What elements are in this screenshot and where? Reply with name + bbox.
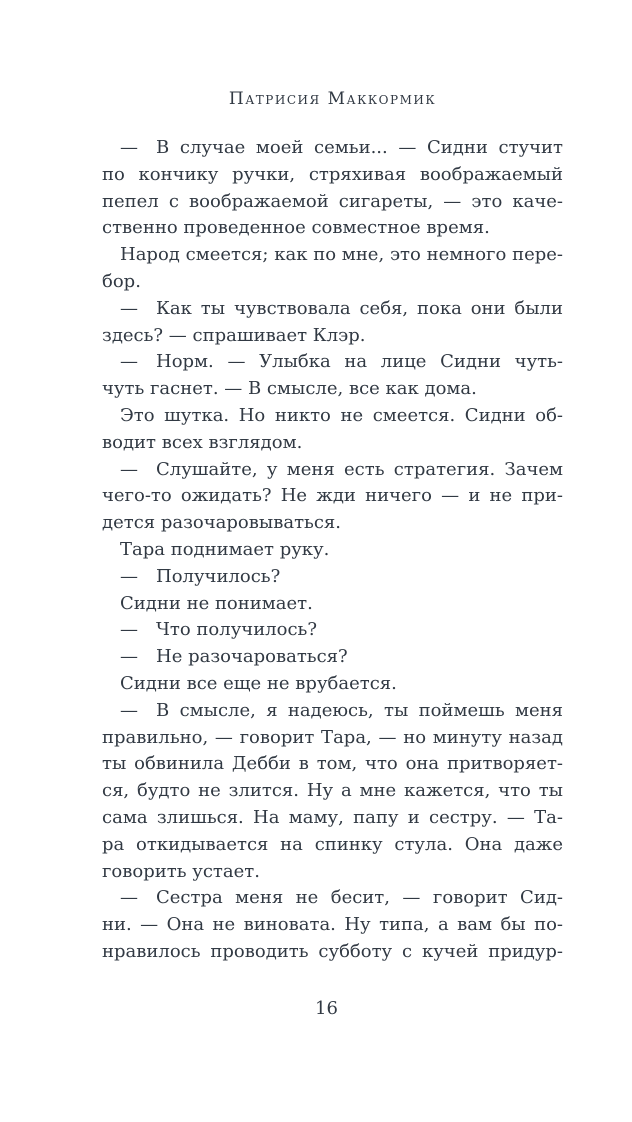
text-line: чего-то ожидать? Не жди ничего — и не при- (102, 485, 563, 507)
text-line: Сидни не понимает. (120, 592, 313, 614)
paragraph (102, 591, 563, 618)
text-line: — Сестра меня не бесит, — говорит Сид- (120, 887, 563, 909)
text-line: ся, будто не злится. Ну а мне кажется, что ты (102, 780, 563, 802)
paragraph (102, 349, 563, 403)
paragraph (102, 403, 563, 457)
text-line: — Что получилось? (120, 619, 317, 641)
paragraph (102, 644, 563, 671)
paragraph (102, 457, 563, 537)
text-line: Народ смеется; как по мне, это немного пере- (120, 244, 563, 266)
running-header: Патрисия Маккормик (228, 89, 437, 109)
text-line: чуть гаснет. — В смысле, все как дома. (102, 378, 477, 400)
paragraph (102, 242, 563, 296)
text-line: Сидни все еще не врубается. (120, 672, 397, 694)
text-line: — Слушайте, у меня есть стратегия. Зачем (120, 458, 563, 480)
paragraph (102, 537, 563, 564)
paragraph (102, 671, 563, 698)
text-line: ра откидывается на спинку стула. Она даже (102, 833, 563, 855)
text-line: — В случае моей семьи... — Сидни стучит (120, 137, 563, 158)
paragraph (102, 135, 563, 242)
paragraph (102, 296, 563, 350)
text-line: — Получилось? (120, 565, 281, 587)
text-line: — Норм. — Улыбка на лице Сидни чуть- (120, 351, 563, 373)
text-line: Тара поднимает руку. (120, 538, 330, 560)
text-line: — Не разочароваться? (120, 646, 348, 668)
text-line: пепел с воображаемой сигареты, — это каче- (102, 190, 563, 212)
text-line: ственно проведенное совместное время. (102, 217, 490, 239)
paragraph (102, 885, 563, 965)
text-line: дется разочаровываться. (102, 512, 341, 534)
text-line: ты обвинила Дебби в том, что она притворяет- (102, 753, 563, 775)
text-line: по кончику ручки, стряхивая воображаемый (102, 163, 563, 185)
paragraph (102, 698, 563, 886)
text-line: — В смысле, я надеюсь, ты поймешь меня (120, 699, 563, 721)
text-line: здесь? — спрашивает Клэр. (102, 324, 366, 346)
text-line: бор. (102, 270, 141, 292)
page-number: 16 (315, 998, 338, 1019)
text-line: сама злишься. На маму, папу и сестру. — Та- (102, 806, 563, 828)
text-line: нравилось проводить субботу с кучей придур- (102, 940, 563, 962)
text-line: — Как ты чувствовала себя, пока они были (120, 297, 563, 319)
text-line: правильно, — говорит Тара, — но минуту назад (102, 726, 563, 748)
paragraph (102, 617, 563, 644)
text-line: ни. — Она не виновата. Ну типа, а вам бы по- (102, 914, 563, 936)
body-text (102, 135, 563, 966)
paragraph (102, 564, 563, 591)
text-line: водит всех взглядом. (102, 431, 303, 453)
text-line: говорить устает. (102, 860, 260, 882)
text-line: Это шутка. Но никто не смеется. Сидни об- (120, 404, 563, 426)
